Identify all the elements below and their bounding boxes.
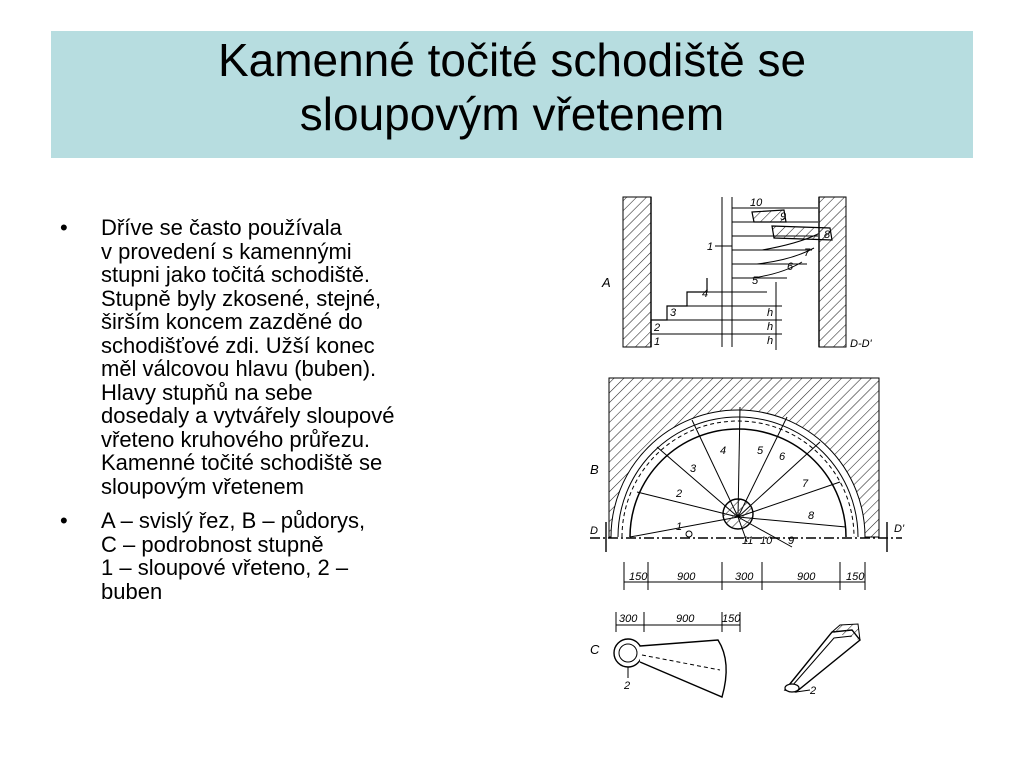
bullet-line: buben (101, 578, 163, 604)
step-number: 5 (752, 275, 759, 287)
step-number: 6 (779, 451, 786, 463)
bullet-line: A – svislý řez, B – půdorys, (101, 508, 366, 533)
section-mark-left: D (590, 525, 598, 537)
step-number: 8 (824, 229, 831, 241)
bullet-line: měl válcovou hlavu (buben). (101, 356, 377, 381)
vertical-section (601, 197, 873, 350)
height-label: h (767, 321, 774, 333)
bullet-line: stupni jako točitá schodiště. (101, 262, 371, 287)
step-number: 4 (702, 288, 709, 300)
bullet-item (60, 509, 500, 603)
height-label: h (767, 335, 774, 347)
bullet-line: v provedení s kamennými (101, 238, 352, 264)
dimension-value: 300 (619, 613, 638, 625)
bullet-line: dosedaly a vytvářely sloupové (101, 403, 395, 428)
dimension-value: 150 (629, 571, 648, 583)
bullet-list (60, 216, 500, 614)
step-number: 11 (742, 535, 754, 547)
step-number: 8 (808, 510, 815, 522)
step-number: 3 (670, 307, 677, 319)
height-label: h (767, 307, 774, 319)
section-label-c: C (590, 642, 600, 657)
bullet-line: Dříve se často používala (101, 215, 342, 240)
bullet-line: Hlavy stupňů na sebe (101, 379, 313, 405)
section-mark: D-D' (850, 338, 872, 350)
dimension-value: 900 (677, 571, 696, 583)
step-number: 2 (676, 488, 683, 500)
step-number: 2 (654, 322, 661, 334)
bullet-line: schodišťové zdi. Užší konec (101, 332, 375, 358)
step-number: 5 (757, 445, 764, 457)
step-number: 7 (802, 478, 809, 490)
bullet-marker: • (60, 508, 68, 533)
bullet-line: vřeteno kruhového průřezu. (101, 426, 371, 452)
drum-label: 2 (810, 685, 817, 697)
bullet-line: Stupně byly zkosené, stejné, (101, 285, 382, 311)
bullet-line: 1 – sloupové vřeteno, 2 – (101, 555, 349, 580)
bullet-line: širším koncem zazděné do (101, 309, 363, 334)
step-number: 4 (720, 445, 727, 457)
drum-label: 2 (624, 680, 631, 692)
section-label-a: A (602, 275, 611, 290)
dimension-value: 900 (797, 571, 816, 583)
dimension-value: 150 (846, 571, 865, 583)
bullet-marker: • (60, 215, 68, 240)
step-number: 10 (750, 197, 763, 209)
step-number: 3 (690, 463, 697, 475)
bullet-line: C – podrobnost stupně (101, 531, 324, 557)
bullet-line: sloupovým vřetenem (101, 473, 304, 499)
step-number: 9 (788, 535, 795, 547)
step-number: 10 (760, 535, 773, 547)
slide-title (51, 33, 973, 141)
step-number: 7 (804, 247, 811, 259)
staircase-drawing (582, 192, 982, 702)
step-number: 1 (654, 336, 661, 348)
bullet-line: Kamenné točité schodiště se (101, 450, 383, 475)
plan-view (590, 378, 905, 590)
dimension-value: 150 (722, 613, 741, 625)
title-line-1: Kamenné točité schodiště se (217, 34, 807, 86)
step-number: 6 (787, 261, 794, 273)
step-number: 9 (780, 211, 787, 223)
step-number: 1 (676, 521, 683, 533)
title-line-2: sloupovým vřetenem (299, 88, 725, 140)
section-mark-right: D' (894, 523, 905, 535)
step-detail (590, 612, 860, 697)
bullet-item (60, 216, 500, 498)
dimension-value: 900 (676, 613, 695, 625)
dimension-value: 300 (735, 571, 754, 583)
section-label-b: B (590, 462, 599, 477)
spindle-label: 1 (707, 241, 714, 253)
